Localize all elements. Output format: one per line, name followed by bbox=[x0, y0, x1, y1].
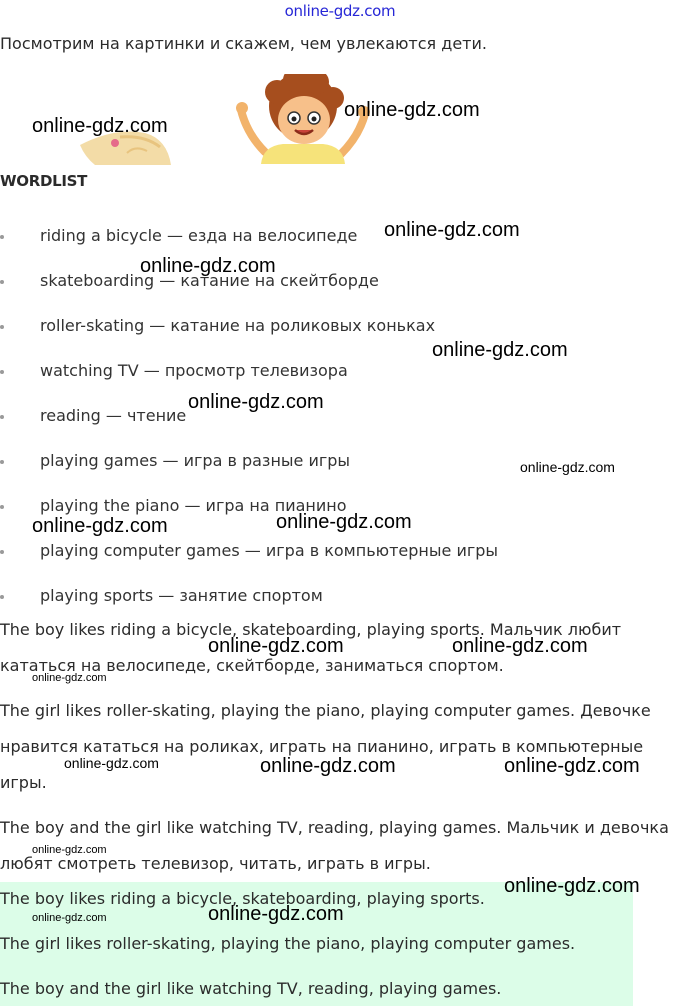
list-item: roller-skating — катание на роликовых коньках bbox=[18, 316, 435, 335]
site-watermark: online-gdz.com bbox=[284, 2, 396, 20]
watermark: online-gdz.com bbox=[64, 755, 159, 771]
list-item: playing computer games — игра в компьютерные игры bbox=[18, 541, 498, 560]
watermark: online-gdz.com bbox=[32, 115, 168, 137]
bullet-icon bbox=[0, 235, 4, 239]
watermark: online-gdz.com bbox=[384, 219, 520, 241]
watermark: online-gdz.com bbox=[140, 255, 276, 277]
watermark: online-gdz.com bbox=[32, 844, 107, 856]
watermark: online-gdz.com bbox=[452, 635, 588, 657]
paragraph-both: The boy and the girl like watching TV, reading, playing games. Мальчик и девочка любят смотреть телевизор, читать, играть в игры. bbox=[0, 818, 669, 873]
watermark: online-gdz.com bbox=[208, 635, 344, 657]
watermark: online-gdz.com bbox=[208, 903, 344, 925]
watermark: online-gdz.com bbox=[344, 99, 480, 121]
paragraph-girl: The girl likes roller-skating, playing the piano, playing computer games. Девочке нравится кататься на роликах, играть на пианино, играть в компьютерные игры. bbox=[0, 701, 651, 792]
bullet-icon bbox=[0, 325, 4, 329]
bullet-icon bbox=[0, 595, 4, 599]
watermark: online-gdz.com bbox=[504, 875, 640, 897]
list-item: riding a bicycle — езда на велосипеде bbox=[18, 226, 357, 245]
bullet-icon bbox=[0, 280, 4, 284]
list-item: playing games — игра в разные игры bbox=[18, 451, 350, 470]
watermark: online-gdz.com bbox=[32, 912, 107, 924]
watermark: online-gdz.com bbox=[520, 459, 615, 475]
paragraph-boy: The boy likes riding a bicycle, skateboarding, playing sports. Мальчик любит кататься на велосипеде, скейтборде, заниматься спортом. bbox=[0, 620, 622, 675]
list-item: watching TV — просмотр телевизора bbox=[18, 361, 348, 380]
list-item: reading — чтение bbox=[18, 406, 186, 425]
list-item: skateboarding — катание на скейтборде bbox=[18, 271, 379, 290]
bullet-icon bbox=[0, 460, 4, 464]
bullet-icon bbox=[0, 370, 4, 374]
wordlist-heading: WORDLIST bbox=[0, 172, 88, 190]
bullet-icon bbox=[0, 415, 4, 419]
watermark: online-gdz.com bbox=[432, 339, 568, 361]
watermark: online-gdz.com bbox=[260, 755, 396, 777]
watermark: online-gdz.com bbox=[276, 511, 412, 533]
list-item: playing sports — занятие спортом bbox=[18, 586, 323, 605]
answer-line: The boy and the girl like watching TV, reading, playing games. bbox=[0, 979, 502, 998]
watermark: online-gdz.com bbox=[32, 672, 107, 684]
bullet-icon bbox=[0, 505, 4, 509]
intro-text: Посмотрим на картинки и скажем, чем увлекаются дети. bbox=[0, 34, 487, 53]
bullet-icon bbox=[0, 550, 4, 554]
answer-line: The girl likes roller-skating, playing the piano, playing computer games. bbox=[0, 934, 576, 953]
list-item: playing the piano — игра на пианино bbox=[18, 496, 347, 515]
watermark: online-gdz.com bbox=[504, 755, 640, 777]
watermark: online-gdz.com bbox=[188, 391, 324, 413]
answer-line: The boy likes riding a bicycle, skateboarding, playing sports. bbox=[0, 889, 485, 908]
watermark: online-gdz.com bbox=[32, 515, 168, 537]
